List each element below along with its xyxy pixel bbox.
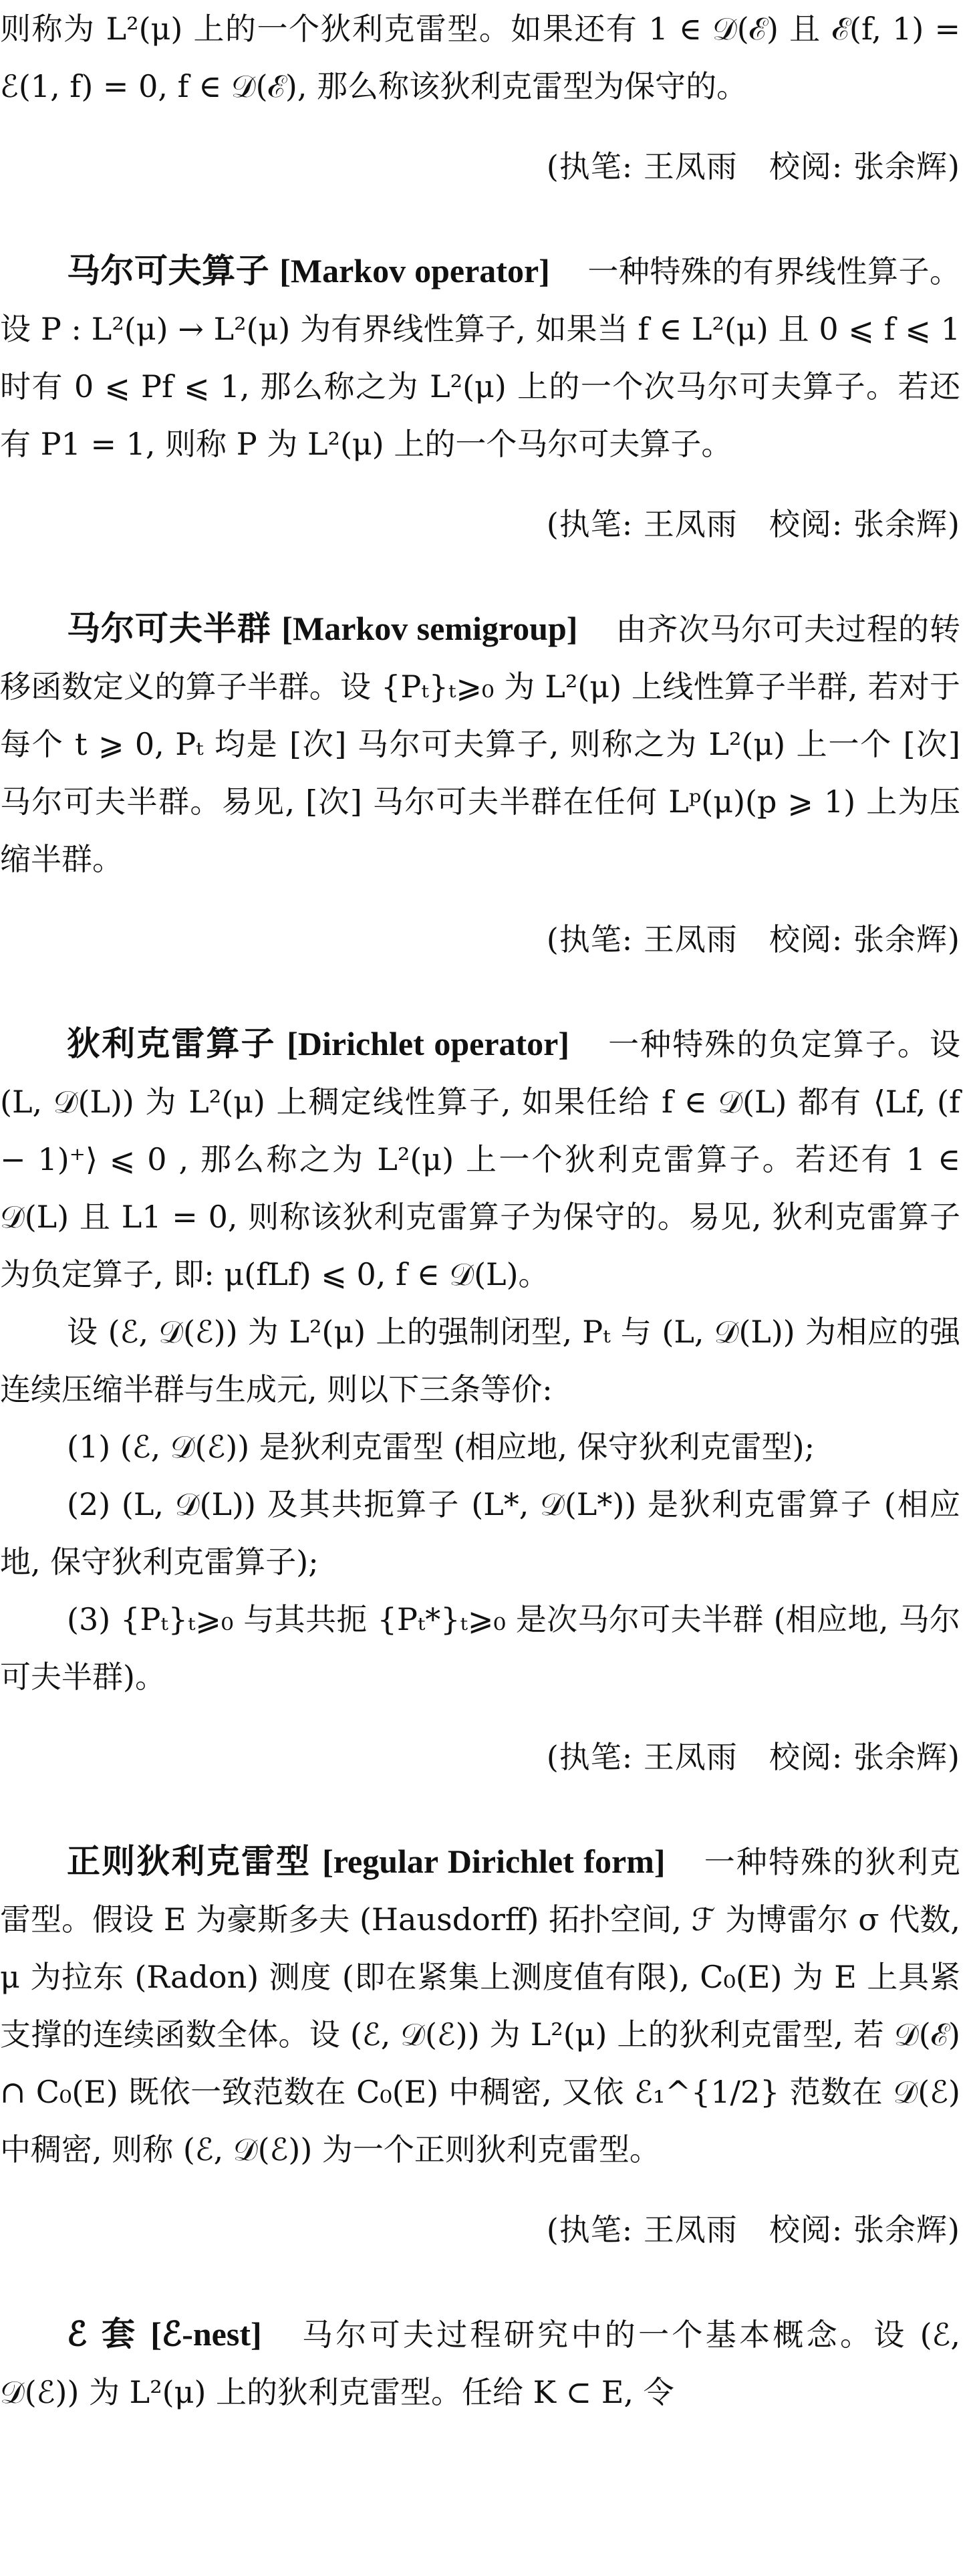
entry-english-term: [Dirichlet operator]	[287, 1025, 570, 1062]
paragraph: 设 (ℰ, 𝒟(ℰ)) 为 L²(μ) 上的强制闭型, Pₜ 与 (L, 𝒟(L)) 为相应的强连续压缩半群与生成元, 则以下三条等价:	[0, 1314, 960, 1407]
entry-term: 狄利克雷算子	[67, 1024, 276, 1063]
list-item: (1) (ℰ, 𝒟(ℰ)) 是狄利克雷型 (相应地, 保守狄利克雷型);	[67, 1429, 815, 1465]
paragraph: 马尔可夫过程研究中的一个基本概念。设 (ℰ, 𝒟(ℰ)) 为 L²(μ) 上的狄利克雷型。任给 K ⊂ E, 令	[0, 2317, 961, 2410]
entry-english-term: [ℰ-nest]	[150, 2315, 262, 2353]
author-credit: (执笔: 王凤雨 校阅: 张余辉)	[546, 921, 960, 957]
entry-body	[0, 1015, 960, 1303]
entry-dirichlet-form-tail	[0, 0, 960, 195]
list-item: (2) (L, 𝒟(L)) 及其共扼算子 (L*, 𝒟(L*)) 是狄利克雷算子 (相应地, 保守狄利克雷算子);	[0, 1486, 960, 1580]
entry-dirichlet-operator	[0, 1015, 960, 1786]
author-credit: (执笔: 王凤雨 校阅: 张余辉)	[546, 2212, 960, 2248]
paragraph: 一种特殊的负定算子。设 (L, 𝒟(L)) 为 L²(μ) 上稠定线性算子, 如果任给 f ∈ 𝒟(L) 都有 ⟨Lf, (f − 1)⁺⟩ ⩽ 0 , 那么称之为 L²(μ) 上一个狄利克雷算子。若还有 1 ∈ 𝒟(L) 且 L1 = 0, 则称该狄利克雷算子为保守的。易见, 狄利克雷算子为负定算子, 即: μ(fLf) ⩽ 0, f ∈ 𝒟(L)。	[0, 1026, 961, 1292]
entry-term: 马尔可夫算子	[67, 251, 270, 290]
entry-term: 马尔可夫半群	[67, 608, 271, 648]
author-credit: (执笔: 王凤雨 校阅: 张余辉)	[546, 506, 960, 542]
entry-e-nest	[0, 2305, 960, 2421]
paragraph: 则称为 L²(μ) 上的一个狄利克雷型。如果还有 1 ∈ 𝒟(ℰ) 且 ℰ(f, 1) = ℰ(1, f) = 0, f ∈ 𝒟(ℰ), 那么称该狄利克雷型为保守的。	[0, 11, 960, 104]
entry-term: ℰ 套	[67, 2314, 138, 2353]
entry-body	[0, 242, 960, 473]
author-credit: (执笔: 王凤雨 校阅: 张余辉)	[546, 148, 960, 185]
entry-english-term: [regular Dirichlet form]	[322, 1843, 666, 1880]
entry-regular-dirichlet-form	[0, 1833, 960, 2258]
author-credit: (执笔: 王凤雨 校阅: 张余辉)	[546, 1739, 960, 1775]
entry-body	[0, 600, 960, 888]
entry-body	[0, 2305, 960, 2421]
entry-english-term: [Markov operator]	[279, 252, 550, 289]
list-item: (3) {Pₜ}ₜ⩾₀ 与其共扼 {Pₜ*}ₜ⩾₀ 是次马尔可夫半群 (相应地, 马尔可夫半群)。	[0, 1601, 960, 1695]
entry-markov-operator	[0, 242, 960, 553]
paragraph: 一种特殊的有界线性算子。设 P : L²(μ) → L²(μ) 为有界线性算子, 如果当 f ∈ L²(μ) 且 0 ⩽ f ⩽ 1 时有 0 ⩽ Pf ⩽ 1, 那么称之为 L²(μ) 上的一个次马尔可夫算子。若还有 P1 = 1, 则称 P 为 L²(μ) 上的一个马尔可夫算子。	[0, 253, 961, 462]
entry-markov-semigroup	[0, 600, 960, 968]
paragraph: 一种特殊的狄利克雷型。假设 E 为豪斯多夫 (Hausdorff) 拓扑空间, ℱ 为博雷尔 σ 代数, μ 为拉东 (Radon) 测度 (即在紧集上测度值有限), C₀(E) 为 E 上具紧支撑的连续函数全体。设 (ℰ, 𝒟(ℰ)) 为 L²(μ) 上的狄利克雷型, 若 𝒟(ℰ) ∩ C₀(E) 既依一致范数在 C₀(E) 中稠密, 又依 ℰ₁^{1/2} 范数在 𝒟(ℰ) 中稠密, 则称 (ℰ, 𝒟(ℰ)) 为一个正则狄利克雷型。	[0, 1844, 961, 2168]
entry-english-term: [Markov semigroup]	[281, 610, 578, 647]
paragraph: 由齐次马尔可夫过程的转移函数定义的算子半群。设 {Pₜ}ₜ⩾₀ 为 L²(μ) 上线性算子半群, 若对于每个 t ⩾ 0, Pₜ 均是 [次] 马尔可夫算子, 则称之为 L²(μ) 上一个 [次] 马尔可夫半群。易见, [次] 马尔可夫半群在任何 Lᵖ(μ)(p ⩾ 1) 上为压缩半群。	[0, 611, 961, 877]
entry-body	[0, 1833, 960, 2178]
entry-term: 正则狄利克雷型	[67, 1841, 311, 1881]
